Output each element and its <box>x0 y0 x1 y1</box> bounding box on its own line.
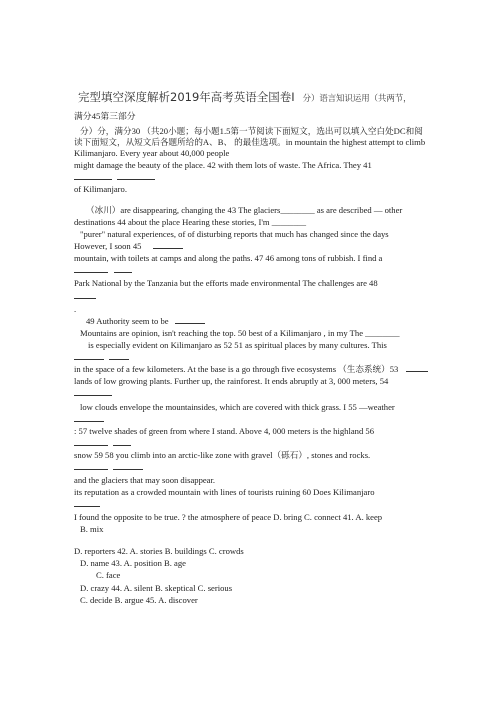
answer-blank-row <box>74 414 104 425</box>
text-line: （冰川）are disappearing, changing the 43 The glaciers________ as are described — other <box>86 205 403 215</box>
option-line: D. crazy 44. A. silent B. skeptical C. serious <box>80 583 233 593</box>
answer-blank-row <box>74 499 100 510</box>
text-line: snow 59 58 you climb into an arctic-like zone with gravel（砾石）, stones and rocks. <box>74 450 371 460</box>
answer-blank-row <box>74 265 132 276</box>
instruction-line-2: 读下面短文，从短文后各题所给的A、B、 的最佳选项。in mountain the highest attempt to climb <box>74 137 426 147</box>
answer-blank-row <box>74 462 143 473</box>
option-line: D. name 43. A. position B. age <box>80 558 186 568</box>
answer-blank-row <box>74 352 129 363</box>
option-line: D. reporters 42. A. stories B. buildings C. crowds <box>74 546 244 556</box>
text-fragment: However, I soon 45 <box>74 241 142 251</box>
text-line: low clouds envelope the mountainsides, which are covered with thick grass. I 55 —weather <box>80 402 395 412</box>
text-line <box>74 241 183 252</box>
answer-blank <box>113 444 131 446</box>
text-line: mountain, with toilets at camps and along the paths. 47 46 among tons of rubbish. I find a <box>74 253 383 263</box>
answer-blank <box>114 271 132 273</box>
answer-blank-row <box>74 388 112 399</box>
text-line: of Kilimanjaro. <box>74 184 127 194</box>
answer-blank <box>74 468 108 470</box>
answer-blank <box>117 178 155 180</box>
option-line: C. face <box>96 570 121 580</box>
answer-blank-row <box>74 438 131 449</box>
text-line: lands of low growing plants. Further up, the rainforest. It ends abruptly at 3, 000 meters, 54 <box>74 376 389 386</box>
answer-blank <box>175 322 205 324</box>
answer-blank-row <box>74 172 155 183</box>
text-fragment: in the space of a few kilometers. At the base is a go through five ecosystems （生态系统）53 <box>74 364 399 374</box>
option-line: B. mix <box>80 524 104 534</box>
text-line: Mountains are opinion, isn't reaching the top. 50 best of a Kilimanjaro , in my The ________ <box>80 328 400 338</box>
answer-blank <box>153 247 183 249</box>
answer-blank-row <box>74 291 96 302</box>
text-line: and the glaciers that may soon disappear. <box>74 475 216 485</box>
text-line: is especially evident on Kilimanjaro as 52 51 as spiritual places by many cultures. This <box>88 340 387 350</box>
answer-blank <box>74 444 108 446</box>
answer-blank <box>74 358 104 360</box>
answer-blank <box>74 394 112 396</box>
answer-blank <box>109 358 129 360</box>
answer-blank <box>74 271 108 273</box>
title-text: 完型填空深度解析2019年高考英语全国卷Ⅰ <box>78 90 295 104</box>
text-line: : 57 twelve shades of green from where I stand. Above 4, 000 meters is the highland 56 <box>74 426 374 436</box>
text-line: might damage the beauty of the place. 42 with them lots of waste. The Africa. They 41 <box>74 160 372 170</box>
answer-blank <box>74 420 104 422</box>
text-line: Kilimanjaro. Every year about 40,000 people <box>74 148 230 158</box>
text-line <box>86 316 205 327</box>
text-line: its reputation as a crowded mountain with lines of tourists ruining 60 Does Kilimanjaro <box>74 487 375 497</box>
instruction-line-1: 分）分，满分30 （共20小题；每小题1.5第一节阅读下面短文，选出可以填入空白处DC和阅 <box>80 126 423 136</box>
text-line: "purer" natural experiences, of of disturbing reports that much has changed since the days <box>80 229 389 239</box>
page-title <box>78 92 412 104</box>
text-line: I found the opposite to be true. ? the atmosphere of peace D. bring C. connect 41. A. keep <box>74 512 383 522</box>
text-line <box>74 364 428 375</box>
answer-blank <box>74 297 96 299</box>
text-line: Park National by the Tanzania but the efforts made environmental The challenges are 48 <box>74 278 378 288</box>
answer-blank <box>74 178 112 180</box>
answer-blank <box>74 505 100 507</box>
text-line: . <box>74 304 77 314</box>
text-line: destinations 44 about the place Hearing these stories, I'm ________ <box>74 217 307 227</box>
text-fragment: 49 Authority seem to be <box>86 316 169 326</box>
section-subtitle: 满分45第三部分 <box>74 111 136 121</box>
title-tail: 分）语言知识运用（共两节， <box>302 94 412 103</box>
answer-blank <box>113 468 143 470</box>
option-line: C. decide B. argue 45. A. discover <box>80 595 198 605</box>
answer-blank <box>406 370 428 372</box>
